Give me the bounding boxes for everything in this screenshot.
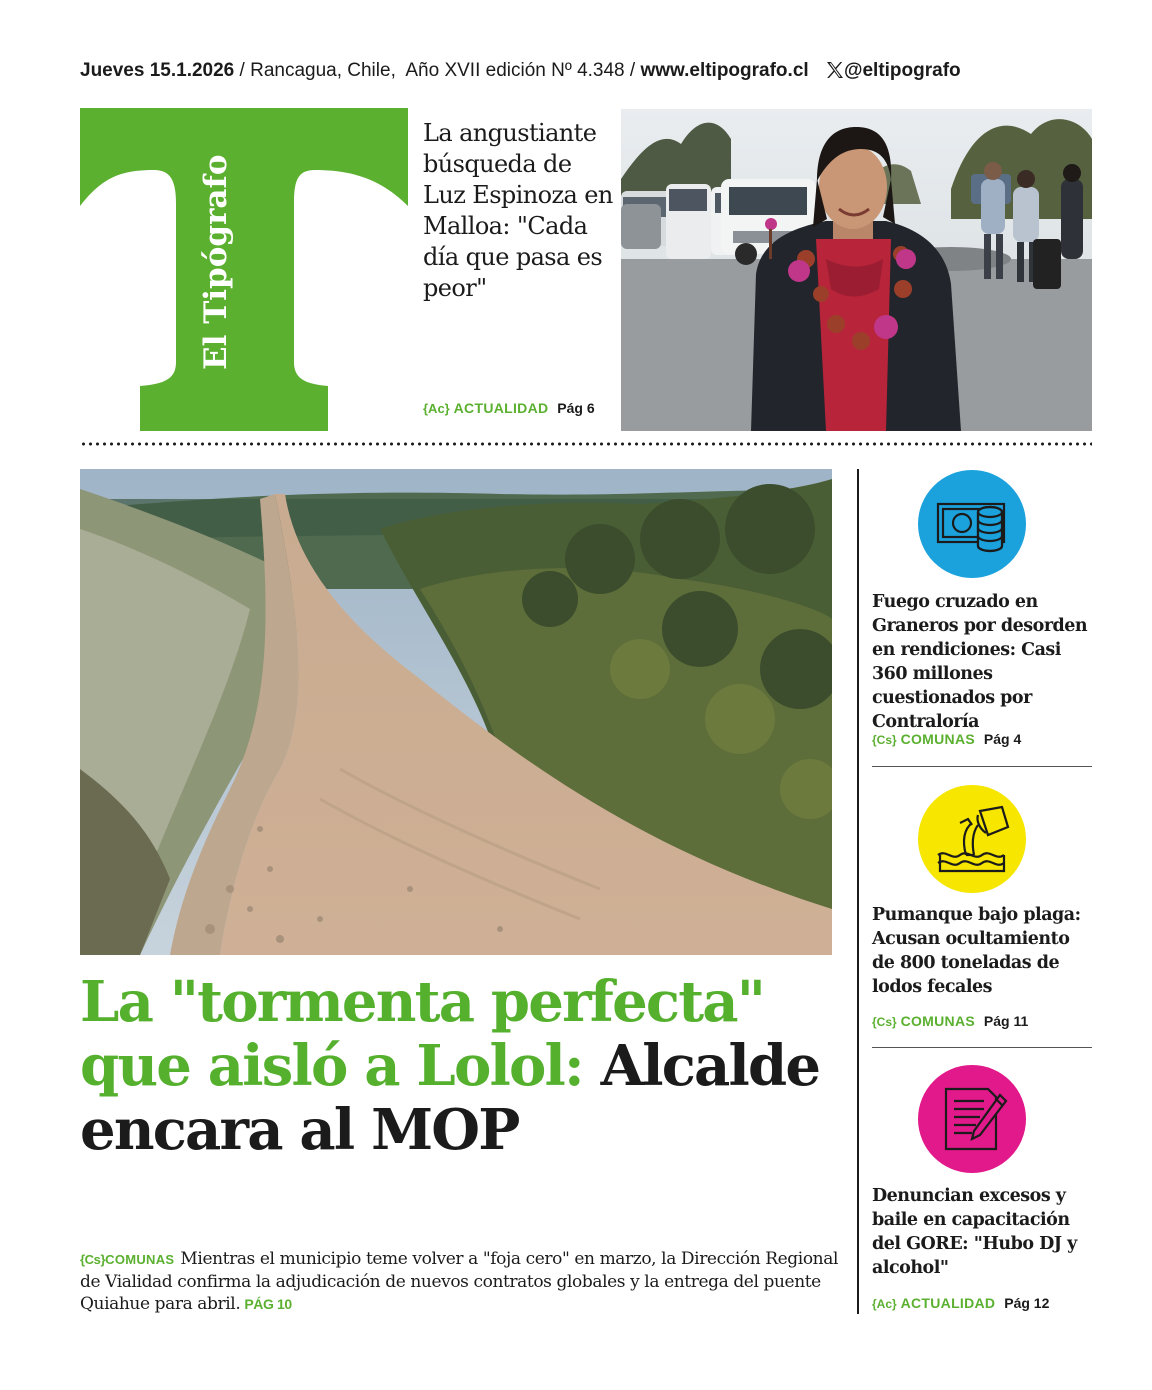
main-story-section-tag[interactable] (80, 1252, 174, 1267)
section-name: ACTUALIDAD (453, 400, 549, 416)
section-code: {Ac} (423, 401, 450, 416)
main-story-summary: Mientras el municipio teme volver a "foja cero" en marzo, la Dirección Regional de Vialidad confirma la adjudicación de nuevos contratos globales y la entrega del puente Quiahue para abril. (80, 1249, 838, 1314)
sidebar-divider (872, 766, 1092, 767)
logo-wordmark: El Tipógrafo (198, 154, 234, 370)
section-name: COMUNAS (105, 1252, 175, 1267)
issue-location: Rancagua, Chile, (250, 60, 396, 81)
sidebar-item-2-section-tag[interactable] (872, 1013, 1028, 1029)
page-reference: Pág 6 (557, 400, 595, 416)
page-reference[interactable]: PÁG 10 (244, 1296, 292, 1312)
column-divider (857, 469, 859, 1314)
section-divider (80, 442, 1092, 446)
lead-story-section-tag[interactable] (423, 400, 595, 416)
page-reference: Pág 12 (1004, 1295, 1050, 1311)
newspaper-logo[interactable] (80, 108, 408, 431)
website-link[interactable]: www.eltipografo.cl (640, 60, 809, 81)
separator: / (624, 60, 641, 81)
section-name: COMUNAS (900, 1013, 976, 1029)
main-headline-dark-part: Alcalde encara al MOP (80, 1033, 820, 1163)
separator: / (234, 60, 251, 81)
document-pen-icon (918, 1065, 1026, 1173)
sidebar-item-2-headline[interactable]: Pumanque bajo plaga: Acusan ocultamiento de 800 toneladas de lodos fecales (872, 905, 1081, 997)
issue-date: Jueves 15.1.2026 (80, 60, 235, 81)
lead-story-headline[interactable]: La angustiante búsqueda de Luz Espinoza en Malloa: "Cada día que pasa es peor" (423, 119, 613, 302)
sidebar-item-1-headline[interactable]: Fuego cruzado en Graneros por desorden en rendiciones: Casi 360 millones cuestionados por Contraloría (872, 592, 1088, 732)
sidebar-item-3-headline[interactable]: Denuncian excesos y baile en capacitación del GORE: "Hubo DJ y alcohol" (872, 1186, 1077, 1278)
x-logo-icon (826, 61, 844, 85)
sidebar-item-1-section-tag[interactable] (872, 731, 1021, 747)
section-name: COMUNAS (900, 731, 976, 747)
sidebar-item-3-section-tag[interactable] (872, 1295, 1049, 1311)
section-code: {Cs} (872, 733, 897, 747)
main-story-headline[interactable] (80, 970, 840, 1162)
main-headline-green-part: La "tormenta perfecta" que aisló a Lolol: (80, 969, 765, 1099)
issue-edition: Año XVII edición Nº 4.348 (395, 60, 625, 81)
main-story-photo[interactable] (80, 469, 832, 955)
money-coins-icon (918, 470, 1026, 578)
section-code: {Cs} (80, 1252, 106, 1267)
page-reference: Pág 4 (983, 731, 1022, 747)
lead-story-photo[interactable] (621, 109, 1092, 431)
sidebar-divider (872, 1047, 1092, 1048)
bucket-pour-icon (918, 785, 1026, 893)
masthead-line (80, 60, 1100, 88)
main-story-deck (80, 1248, 840, 1315)
section-code: {Ac} (872, 1297, 897, 1311)
section-name: ACTUALIDAD (900, 1295, 996, 1311)
social-handle-link[interactable]: @eltipografo (843, 60, 961, 81)
page-reference: Pág 11 (983, 1013, 1029, 1029)
section-code: {Cs} (872, 1015, 897, 1029)
